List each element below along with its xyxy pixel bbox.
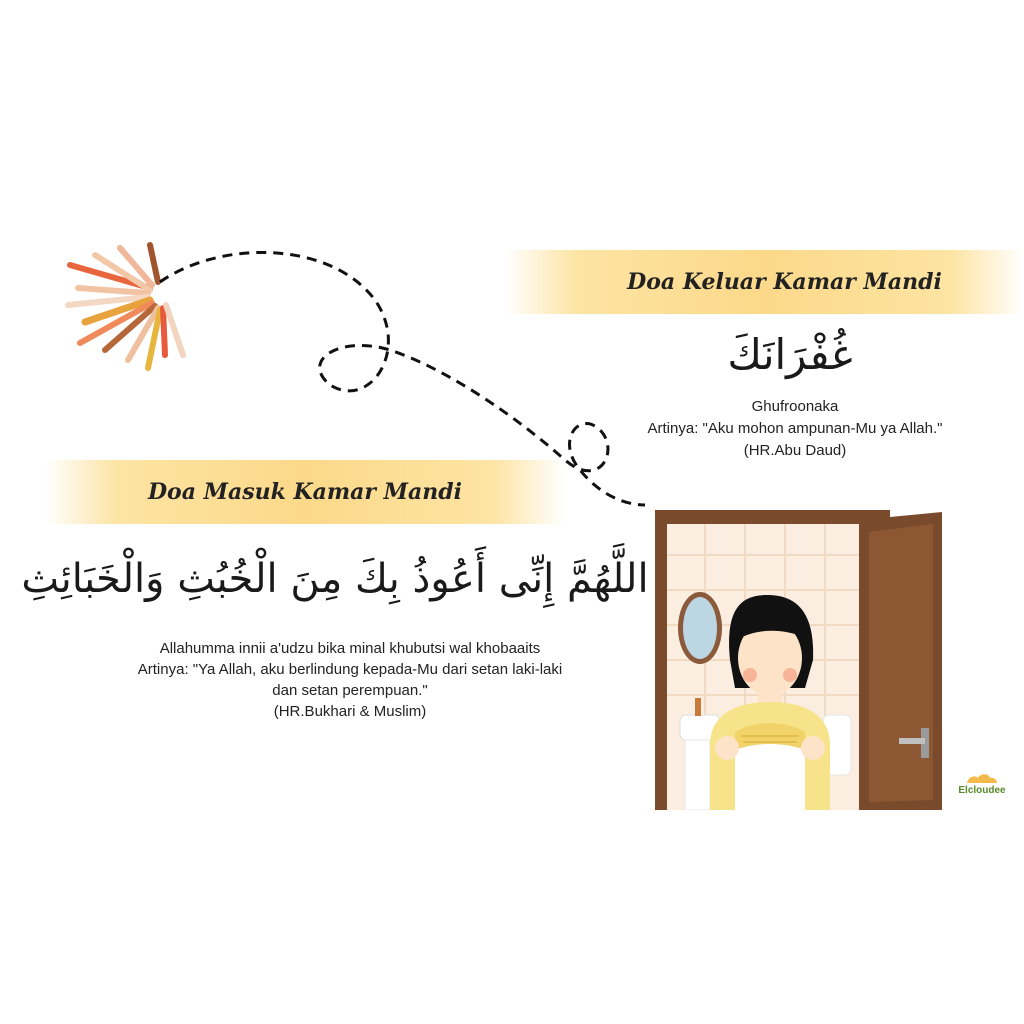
- girl-in-bathroom-illustration: [655, 510, 945, 810]
- sparkle-burst-icon: [68, 245, 183, 368]
- masuk-meaning-line2: dan setan perempuan.": [272, 682, 428, 699]
- brand-logo: [952, 772, 1012, 796]
- masuk-text-block: [40, 638, 660, 722]
- banner-keluar: [505, 250, 1024, 314]
- keluar-text-block: [610, 396, 980, 462]
- masuk-arabic: اللَّهُمَّ إِنِّى أَعُوذُ بِكَ مِنَ الْخُبُثِ وَالْخَبَائِثِ: [21, 556, 649, 602]
- keluar-meaning: Artinya: "Aku mohon ampunan-Mu ya Allah.": [647, 420, 943, 437]
- keluar-latin: Ghufroonaka: [751, 398, 839, 415]
- keluar-arabic: غُفْرَانَكَ: [727, 330, 853, 379]
- elcloudee-logo-icon: [965, 772, 999, 784]
- masuk-title: Doa Masuk Kamar Mandi: [147, 479, 463, 505]
- keluar-source: (HR.Abu Daud): [743, 442, 847, 459]
- masuk-latin: Allahumma innii a'udzu bika minal khubutsi wal khobaaits: [159, 640, 541, 657]
- banner-masuk: [45, 460, 565, 524]
- masuk-meaning-line1: Artinya: "Ya Allah, aku berlindung kepada-Mu dari setan laki-laki: [137, 661, 563, 678]
- keluar-title: Doa Keluar Kamar Mandi: [627, 269, 942, 295]
- logo-text: Elcloudee: [958, 785, 1006, 796]
- masuk-source: (HR.Bukhari & Muslim): [273, 703, 427, 720]
